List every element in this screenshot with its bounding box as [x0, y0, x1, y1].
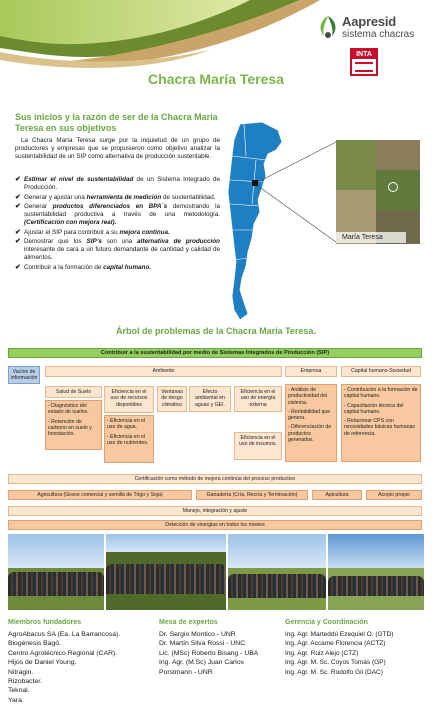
group-photo — [328, 534, 424, 610]
acopio-box: Acopio propio — [366, 490, 422, 500]
capital-item: - Contribución a la formación de capital humano. — [344, 387, 418, 400]
list-item: AgroAbacus SA (Ea. La Barrancosa). — [8, 631, 121, 638]
capital-items-box — [341, 384, 421, 462]
check-icon: ✔ — [15, 193, 21, 201]
empresa-header: Empresa — [285, 366, 337, 377]
tree-top-bar: Contribuir a la sustentabilidad por medio de Sistemas Integrados de Producción (SIP) — [8, 348, 422, 358]
agricultura-box: Agricultura (Grano comercial y semilla de Trigo y Soja) — [8, 490, 192, 500]
logo-subtitle: sistema chacras — [342, 29, 415, 40]
miembros-list — [8, 630, 156, 705]
aapresid-logo — [316, 14, 428, 44]
empresa-item: - Diferenciación de productos generados. — [288, 424, 332, 444]
field-tile — [376, 170, 420, 210]
insumos-box: Eficiencia en el uso de insumos. — [234, 432, 282, 460]
list-item: Rizobacter. — [8, 678, 43, 686]
tree-title: Árbol de problemas de la Chacra María Teresa. — [116, 326, 316, 336]
check-icon: ✔ — [15, 176, 21, 183]
gerencia-title: Gerencia y Coordinación — [285, 619, 368, 626]
field-tile — [336, 140, 376, 190]
aapresid-leaf-icon — [316, 14, 340, 40]
argentina-map — [222, 120, 342, 326]
argentina-shape — [228, 122, 282, 320]
list-item: Biogénesis Bagó. — [8, 640, 61, 648]
ganaderia-box: Ganadería (Cría, Recría y Terminación) — [196, 490, 308, 500]
field-tile — [376, 140, 420, 170]
apicultura-box: Apicultura — [312, 490, 362, 500]
vacios-box: Vacíos de información — [8, 366, 40, 384]
list-item: Dr. Martín Silva Rossi - UNC — [159, 640, 246, 648]
group-photos-strip — [8, 534, 424, 610]
objective-item: ✔ Contribuir a la formación de capital humano. — [15, 263, 152, 271]
list-item: Ing. Agr. Ruiz Alejo (CTZ) — [285, 649, 359, 657]
list-item: Lic. (MSc) Roberto Bisang - UBA — [159, 649, 259, 657]
empresa-items-box — [285, 384, 337, 462]
capital-item: - Relacionar CPS con necesidades básicas humanas de referencia. — [344, 418, 415, 437]
objectives-list — [15, 176, 220, 274]
list-item: Ing. Agr. Marteddú Ezequiel O. (GTD) — [285, 631, 394, 638]
location-ring-icon — [388, 182, 398, 192]
inta-label: INTA — [352, 50, 376, 59]
empresa-item: - Análisis de productividad del sistema. — [288, 387, 328, 406]
group-photo — [228, 534, 326, 610]
inset-connector-bottom — [258, 186, 336, 242]
eficiencia-items-box — [104, 415, 154, 463]
list-item: Nitragin. — [8, 668, 34, 676]
intro-title: Sus inicios y la razón de ser de la Chacra María Teresa en sus objetivos — [15, 112, 218, 133]
list-item: Ing. Agr. M. Sc. Rodolfo Gil (DAC) — [285, 668, 383, 676]
list-item: Teknal. — [8, 687, 30, 695]
check-icon: ✔ — [15, 228, 21, 236]
list-item: Ing. Agr. M. Sc. Coyos Tomás (GP) — [285, 659, 386, 667]
check-icon: ✔ — [15, 238, 21, 246]
objective-item: ✔ Estimar el nivel de sustentabilidad de un Sistema Integrado de Producción. — [15, 176, 220, 191]
empresa-item: - Rentabilidad que genera. — [288, 408, 331, 422]
eficiencia-recursos-box: Eficiencia en el uso de recursos disponibles — [104, 386, 154, 413]
manejo-bar: Manejo, integración y ajuste — [8, 506, 422, 516]
salud-item: - Diagnóstico del estado de suelos. — [48, 403, 89, 416]
salud-suelo-box: Salud de Suelo — [45, 386, 102, 398]
ambiente-header: Ambiente — [45, 366, 282, 377]
logo-name: Aapresid — [342, 14, 397, 29]
objective-item: ✔ Generar y ajustar una herramienta de medición de sustentabilidad. — [15, 193, 216, 201]
salud-items-box — [45, 400, 102, 450]
capital-item: - Capacitación técnica del capital humano. — [344, 402, 404, 415]
expertos-title: Mesa de expertos — [159, 619, 218, 626]
certificacion-bar: Certificación como método de mejora continúa del proceso productivo — [8, 474, 422, 484]
list-item: Dr. Sergio Montico - UNR — [159, 631, 236, 638]
eficiencia-item: - Eficiencia en el uso de nutrientes. — [107, 433, 149, 446]
salud-item: - Retención de carbono en suelo y forestación. — [48, 418, 92, 438]
deteccion-bar: Detección de sinergias en todos los niveles — [8, 520, 422, 530]
objective-item: ✔ Demostrar que los SIP’s son una alternativa de producción interesante de cara a un futuro demandante de cantidad y calidad de alimentos. — [15, 238, 220, 262]
expertos-list — [159, 630, 283, 677]
location-marker — [252, 180, 258, 186]
miembros-title: Miembros fundadores — [8, 619, 82, 626]
ventanas-box: Ventanas de riesgo climático — [157, 386, 187, 412]
objective-item: ✔ Generar productos diferenciados en BPA´s demostrando la sustentabilidad productiva a través de una metodología. (Certificación con mejora real). — [15, 203, 221, 227]
energia-externa-box: Eficiencia en el uso de energía externa — [234, 386, 282, 412]
list-item: Centro Agrotécnico Regional (CAR). — [8, 649, 118, 657]
header-banner — [0, 0, 432, 100]
list-item: Hijos de Daniel Young. — [8, 659, 77, 667]
list-item: Ing. Agr. Accame Florencia (ACTZ) — [285, 640, 386, 648]
list-item: Porstmann - UNR — [159, 668, 213, 676]
list-item: Ing. Agr. (M.Sc) Juan Carlos — [159, 659, 244, 667]
efecto-box: Efecto ambiental en aguas y GEI. — [189, 386, 231, 412]
gerencia-list — [285, 630, 427, 677]
photo-caption: María Teresa — [336, 232, 406, 243]
intro-paragraph: La Chacra María Teresa surge por la inquietud de un grupo de productores y empresas que se propusieron como objetivo analizar la sustentabilidad de un SIP como alternativa de producción sustentable. — [15, 137, 220, 160]
check-icon: ✔ — [15, 203, 21, 211]
group-photo — [106, 534, 226, 610]
eficiencia-item: - Eficiencia en el uso de agua. — [107, 418, 146, 431]
group-photo — [8, 534, 104, 610]
objective-item: ✔ Ajustar el SIP para contribuir a su mejora continua. — [15, 228, 170, 236]
page-title: Chacra María Teresa — [148, 71, 284, 87]
list-item: Yara. — [8, 696, 24, 704]
capital-header: Capital humano-Sociedad — [341, 366, 421, 377]
check-icon: ✔ — [15, 263, 21, 271]
satellite-photo — [336, 140, 420, 244]
